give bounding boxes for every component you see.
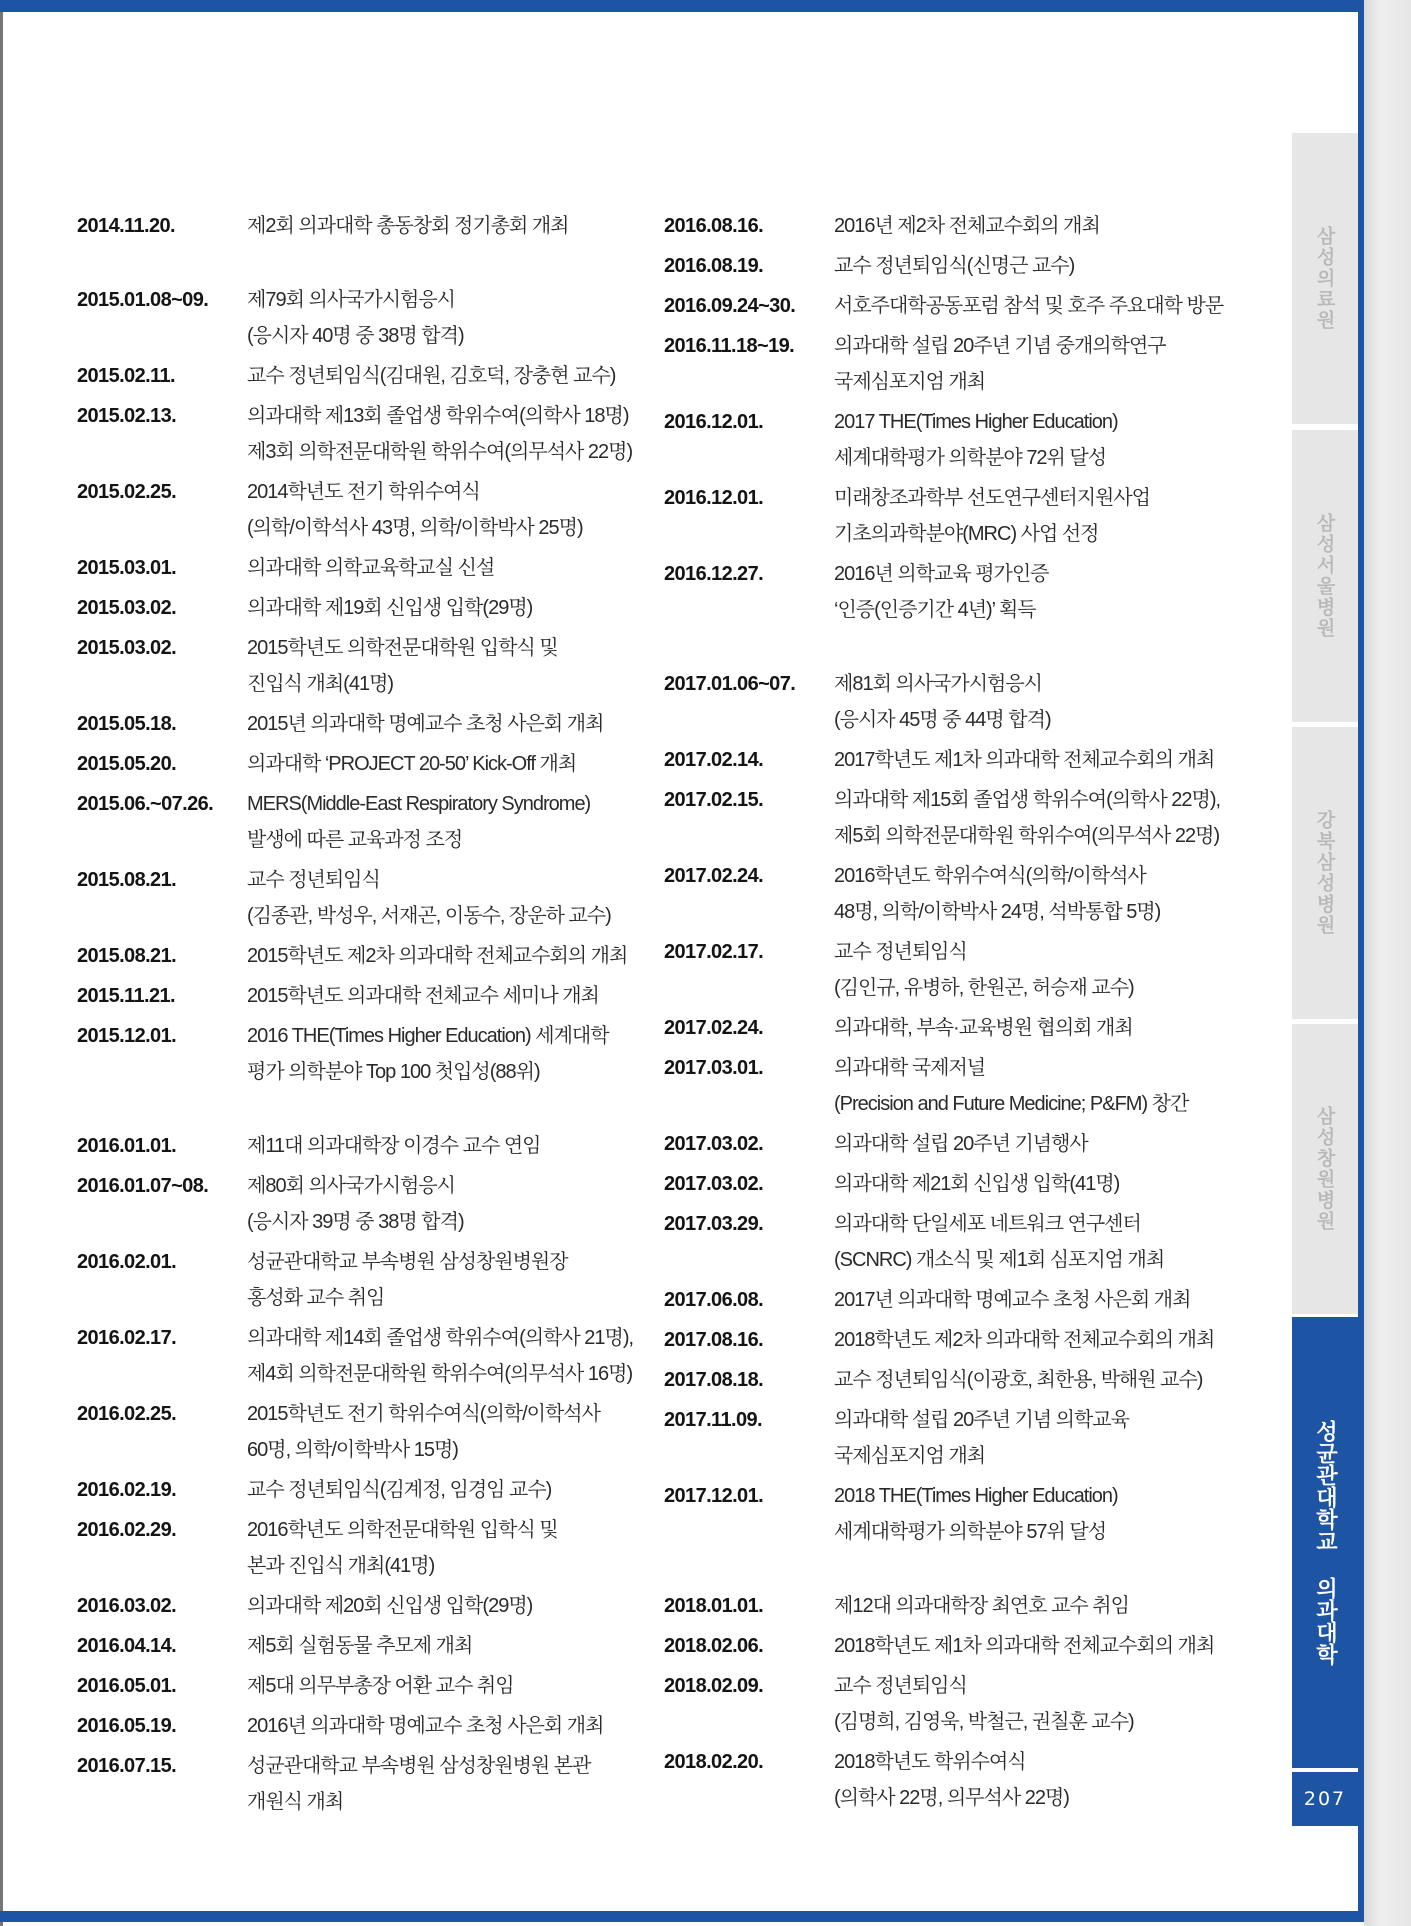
entry-date: 2016.03.02.	[77, 1595, 177, 1617]
description-line: 2018학년도 제2차 의과대학 전체교수회의 개최	[834, 1329, 1215, 1351]
entry-date: 2017.02.17.	[664, 941, 764, 963]
timeline-entry	[664, 288, 1284, 324]
entry-date: 2016.02.19.	[77, 1479, 177, 1501]
timeline-group	[77, 208, 657, 244]
timeline-entry	[77, 1244, 657, 1316]
description-line: (김종관, 박성우, 서재곤, 이동수, 장운하 교수)	[247, 905, 611, 927]
entry-date: 2015.02.13.	[77, 405, 177, 427]
timeline-entry	[77, 398, 657, 470]
entry-description	[247, 938, 657, 974]
description-line: 2015학년도 의과대학 전체교수 세미나 개최	[247, 985, 599, 1007]
entry-description	[834, 1478, 1284, 1550]
entry-date: 2016.02.29.	[77, 1519, 177, 1541]
timeline-entry	[664, 1668, 1284, 1740]
description-line: 세계대학평가 의학분야 72위 달성	[834, 447, 1107, 469]
timeline-entry	[664, 1628, 1284, 1664]
description-line: 2016학년도 학위수여식(의학/이학석사	[834, 865, 1146, 887]
timeline-group	[664, 666, 1284, 1550]
entry-date: 2015.05.18.	[77, 713, 177, 735]
entry-description	[247, 358, 657, 394]
entry-description	[834, 480, 1284, 552]
entry-description	[834, 742, 1284, 778]
description-line: 국제심포지엄 개최	[834, 371, 986, 393]
bottom-border-bar	[0, 1911, 1364, 1922]
description-line: 2015학년도 제2차 의과대학 전체교수회의 개최	[247, 945, 628, 967]
entry-date: 2016.08.16.	[664, 215, 764, 237]
timeline-entry	[664, 1282, 1284, 1318]
entry-description	[834, 1668, 1284, 1740]
entry-date: 2017.12.01.	[664, 1485, 764, 1507]
description-line: 2016학년도 의학전문대학원 입학식 및	[247, 1519, 558, 1541]
description-line: 2015년 의과대학 명예교수 초청 사은회 개최	[247, 713, 604, 735]
entry-date: 2015.08.21.	[77, 945, 177, 967]
entry-description	[834, 404, 1284, 476]
entry-date: 2015.05.20.	[77, 753, 177, 775]
description-line: 제11대 의과대학장 이경수 교수 연임	[247, 1135, 541, 1157]
description-line: (응시자 45명 중 44명 합격)	[834, 709, 1051, 731]
timeline-entry	[664, 1050, 1284, 1122]
description-line: 의과대학 설립 20주년 기념행사	[834, 1133, 1088, 1155]
section-tab-label: 삼성서울병원	[1313, 513, 1336, 639]
timeline-group	[77, 282, 657, 1090]
timeline-entry	[664, 1126, 1284, 1162]
description-line: 의과대학, 부속·교육병원 협의회 개최	[834, 1017, 1133, 1039]
entry-date: 2017.02.24.	[664, 865, 764, 887]
timeline-entry	[664, 858, 1284, 930]
timeline-entry	[664, 1166, 1284, 1202]
timeline-entry	[77, 590, 657, 626]
entry-date: 2017.11.09.	[664, 1409, 762, 1431]
description-line: 기초의과학분야(MRC) 사업 선정	[834, 523, 1099, 545]
description-line: 의과대학 제13회 졸업생 학위수여(의학사 18명)	[247, 405, 629, 427]
timeline-entry	[77, 1748, 657, 1820]
entry-date: 2015.11.21.	[77, 985, 175, 1007]
entry-date: 2016.11.18~19.	[664, 335, 795, 357]
timeline-entry	[664, 1478, 1284, 1550]
entry-description	[834, 328, 1284, 400]
entry-date: 2016.12.01.	[664, 411, 764, 433]
section-tab-samsung-changwon-hospital	[1292, 1024, 1358, 1314]
description-line: 2018학년도 학위수여식	[834, 1751, 1026, 1773]
timeline-entry	[77, 862, 657, 934]
description-line: 2017 THE(Times Higher Education)	[834, 411, 1118, 433]
timeline-entry	[77, 938, 657, 974]
description-line: 교수 정년퇴임식(신명근 교수)	[834, 255, 1075, 277]
description-line: 세계대학평가 의학분야 57위 달성	[834, 1521, 1107, 1543]
entry-date: 2016.01.07~08.	[77, 1175, 209, 1197]
entry-date: 2017.03.02.	[664, 1133, 764, 1155]
entry-description	[834, 1050, 1284, 1122]
entry-date: 2018.01.01.	[664, 1595, 764, 1617]
description-line: 교수 정년퇴임식	[834, 1675, 967, 1697]
entry-description	[834, 1628, 1284, 1664]
entry-description	[247, 1512, 657, 1584]
description-line: 2017년 의과대학 명예교수 초청 사은회 개최	[834, 1289, 1191, 1311]
entry-description	[834, 1322, 1284, 1358]
description-line: 진입식 개최(41명)	[247, 673, 394, 695]
description-line: 2015학년도 전기 학위수여식(의학/이학석사	[247, 1403, 600, 1425]
timeline-entry	[77, 746, 657, 782]
entry-date: 2016.05.19.	[77, 1715, 177, 1737]
description-line: 교수 정년퇴임식	[834, 941, 967, 963]
description-line: (응시자 39명 중 38명 합격)	[247, 1211, 464, 1233]
entry-description	[247, 1128, 657, 1164]
description-line: 제5회 의학전문대학원 학위수여(의무석사 22명)	[834, 825, 1220, 847]
timeline-entry	[664, 208, 1284, 244]
timeline-entry	[664, 1206, 1284, 1278]
timeline-right-column	[664, 208, 1284, 1820]
entry-description	[834, 782, 1284, 854]
description-line: 서호주대학공동포럼 참석 및 호주 주요대학 방문	[834, 295, 1224, 317]
description-line: 의과대학 제14회 졸업생 학위수여(의학사 21명),	[247, 1327, 634, 1349]
entry-date: 2017.02.24.	[664, 1017, 764, 1039]
entry-date: 2015.02.11.	[77, 365, 175, 387]
timeline-entry	[664, 328, 1284, 400]
description-line: 미래창조과학부 선도연구센터지원사업	[834, 487, 1150, 509]
entry-description	[247, 1168, 657, 1240]
section-tab-kangbuk-samsung-hospital	[1292, 727, 1358, 1019]
timeline-entry	[77, 786, 657, 858]
section-tab-label: 삼성의료원	[1313, 226, 1336, 331]
entry-description	[834, 288, 1284, 324]
entry-date: 2017.03.29.	[664, 1213, 764, 1235]
description-line: 2016년 제2차 전체교수회의 개최	[834, 215, 1100, 237]
entry-date: 2016.01.01.	[77, 1135, 177, 1157]
entry-date: 2018.02.09.	[664, 1675, 764, 1697]
timeline-entry	[77, 474, 657, 546]
entry-date: 2017.02.14.	[664, 749, 764, 771]
timeline-entry	[77, 1168, 657, 1240]
timeline-entry	[664, 480, 1284, 552]
timeline-entry	[77, 1396, 657, 1468]
description-line: 의과대학 제21회 신입생 입학(41명)	[834, 1173, 1120, 1195]
description-line: 평가 의학분야 Top 100 첫입성(88위)	[247, 1061, 540, 1083]
timeline-entry	[664, 1744, 1284, 1816]
entry-description	[247, 1472, 657, 1508]
description-line: 의과대학 설립 20주년 기념 중개의학연구	[834, 335, 1166, 357]
entry-date: 2016.12.01.	[664, 487, 764, 509]
description-line: 2014학년도 전기 학위수여식	[247, 481, 480, 503]
description-line: 제2회 의과대학 총동창회 정기총회 개최	[247, 215, 569, 237]
entry-date: 2017.06.08.	[664, 1289, 764, 1311]
entry-date: 2017.02.15.	[664, 789, 764, 811]
description-line: 제12대 의과대학장 최연호 교수 취임	[834, 1595, 1129, 1617]
entry-description	[834, 1744, 1284, 1816]
description-line: 교수 정년퇴임식(김대원, 김호덕, 장충현 교수)	[247, 365, 616, 387]
description-line: 발생에 따른 교육과정 조정	[247, 829, 463, 851]
description-line: 의과대학 제15회 졸업생 학위수여(의학사 22명),	[834, 789, 1221, 811]
section-tab-label: 삼성창원병원	[1313, 1106, 1336, 1232]
entry-date: 2016.12.27.	[664, 563, 764, 585]
entry-description	[834, 208, 1284, 244]
entry-date: 2016.04.14.	[77, 1635, 177, 1657]
entry-date: 2015.03.02.	[77, 637, 177, 659]
entry-date: 2016.02.01.	[77, 1251, 177, 1273]
timeline-entry	[77, 1668, 657, 1704]
timeline-left-column	[77, 208, 657, 1824]
timeline-entry	[77, 1628, 657, 1664]
book-gutter	[1364, 0, 1411, 1926]
entry-description	[247, 1628, 657, 1664]
entry-date: 2016.07.15.	[77, 1755, 177, 1777]
entry-date: 2018.02.06.	[664, 1635, 764, 1657]
description-line: 2016 THE(Times Higher Education) 세계대학	[247, 1025, 609, 1047]
entry-date: 2015.03.02.	[77, 597, 177, 619]
entry-description	[834, 1206, 1284, 1278]
entry-description	[247, 706, 657, 742]
timeline-entry	[77, 630, 657, 702]
entry-date: 2017.01.06~07.	[664, 673, 796, 695]
timeline-entry	[664, 1588, 1284, 1624]
description-line: MERS(Middle-East Respiratory Syndrome)	[247, 793, 591, 815]
entry-description	[834, 1166, 1284, 1202]
timeline-entry	[664, 1362, 1284, 1398]
entry-date: 2015.12.01.	[77, 1025, 177, 1047]
timeline-entry	[77, 550, 657, 586]
entry-description	[247, 786, 657, 858]
description-line: 의과대학 제19회 신입생 입학(29명)	[247, 597, 533, 619]
description-line: 의과대학 단일세포 네트워크 연구센터	[834, 1213, 1141, 1235]
entry-date: 2015.03.01.	[77, 557, 177, 579]
entry-date: 2014.11.20.	[77, 215, 175, 237]
description-line: 의과대학 제20회 신입생 입학(29명)	[247, 1595, 533, 1617]
entry-description	[834, 1126, 1284, 1162]
entry-date: 2016.08.19.	[664, 255, 764, 277]
timeline-entry	[664, 666, 1284, 738]
entry-description	[247, 1320, 657, 1392]
description-line: 48명, 의학/이학박사 24명, 석박통합 5명)	[834, 901, 1161, 923]
entry-description	[247, 1748, 657, 1820]
entry-description	[247, 590, 657, 626]
timeline-entry	[664, 742, 1284, 778]
description-line: 제79회 의사국가시험응시	[247, 289, 456, 311]
description-line: (SCNRC) 개소식 및 제1회 심포지엄 개최	[834, 1249, 1165, 1271]
timeline-entry	[664, 1322, 1284, 1358]
description-line: 제81회 의사국가시험응시	[834, 673, 1043, 695]
entry-date: 2016.02.25.	[77, 1403, 177, 1425]
entry-description	[834, 1282, 1284, 1318]
timeline-entry	[664, 1402, 1284, 1474]
timeline-entry	[77, 282, 657, 354]
section-tab-samsung-seoul-hospital	[1292, 430, 1358, 722]
entry-description	[247, 208, 657, 244]
entry-description	[247, 1708, 657, 1744]
description-line: 교수 정년퇴임식	[247, 869, 380, 891]
right-border-rule	[1358, 0, 1364, 1922]
description-line: 제3회 의학전문대학원 학위수여(의무석사 22명)	[247, 441, 633, 463]
description-line: (응시자 40명 중 38명 합격)	[247, 325, 464, 347]
section-tab-samsung-medical-center	[1292, 133, 1358, 424]
description-line: 제4회 의학전문대학원 학위수여(의무석사 16명)	[247, 1363, 633, 1385]
timeline-group	[77, 1128, 657, 1820]
description-line: 제80회 의사국가시험응시	[247, 1175, 456, 1197]
timeline-entry	[664, 556, 1284, 628]
page-number: 207	[1292, 1772, 1358, 1826]
timeline-group	[664, 208, 1284, 628]
description-line: 교수 정년퇴임식(김계정, 임경임 교수)	[247, 1479, 552, 1501]
description-line: 제5대 의무부총장 어환 교수 취임	[247, 1675, 514, 1697]
entry-description	[834, 1010, 1284, 1046]
description-line: 성균관대학교 부속병원 삼성창원병원 본관	[247, 1755, 591, 1777]
description-line: 의과대학 국제저널	[834, 1057, 986, 1079]
timeline-entry	[77, 1320, 657, 1392]
description-line: 의과대학 의학교육학교실 신설	[247, 557, 495, 579]
entry-date: 2016.09.24~30.	[664, 295, 796, 317]
entry-description	[247, 1588, 657, 1624]
timeline-entry	[664, 248, 1284, 284]
description-line: ‘인증(인증기간 4년)’ 획득	[834, 599, 1036, 621]
entry-description	[247, 550, 657, 586]
entry-description	[247, 474, 657, 546]
entry-description	[247, 1668, 657, 1704]
timeline-entry	[77, 1128, 657, 1164]
entry-description	[834, 1588, 1284, 1624]
entry-description	[834, 248, 1284, 284]
description-line: 2015학년도 의학전문대학원 입학식 및	[247, 637, 558, 659]
description-line: 60명, 의학/이학박사 15명)	[247, 1439, 458, 1461]
timeline-entry	[77, 1018, 657, 1090]
description-line: 의과대학 ‘PROJECT 20-50’ Kick-Off 개최	[247, 753, 577, 775]
timeline-group	[664, 1588, 1284, 1816]
entry-date: 2016.05.01.	[77, 1675, 177, 1697]
entry-description	[247, 1018, 657, 1090]
entry-date: 2017.08.16.	[664, 1329, 764, 1351]
entry-description	[247, 1396, 657, 1468]
description-line: (Precision and Future Medicine; P&FM) 창간	[834, 1093, 1189, 1115]
entry-description	[247, 1244, 657, 1316]
entry-date: 2017.03.01.	[664, 1057, 764, 1079]
entry-date: 2017.08.18.	[664, 1369, 764, 1391]
timeline-entry	[77, 1588, 657, 1624]
description-line: 2016년 의학교육 평가인증	[834, 563, 1049, 585]
description-line: 2018 THE(Times Higher Education)	[834, 1485, 1118, 1507]
description-line: (의학/이학석사 43명, 의학/이학박사 25명)	[247, 517, 583, 539]
description-line: 2017학년도 제1차 의과대학 전체교수회의 개최	[834, 749, 1215, 771]
timeline-entry	[664, 1010, 1284, 1046]
description-line: 국제심포지엄 개최	[834, 1445, 986, 1467]
timeline-entry	[77, 978, 657, 1014]
description-line: 2018학년도 제1차 의과대학 전체교수회의 개최	[834, 1635, 1215, 1657]
timeline-entry	[77, 706, 657, 742]
timeline-entry	[77, 358, 657, 394]
description-line: 홍성화 교수 취임	[247, 1287, 385, 1309]
entry-date: 2017.03.02.	[664, 1173, 764, 1195]
description-line: 성균관대학교 부속병원 삼성창원병원장	[247, 1251, 568, 1273]
left-page-edge	[0, 0, 3, 1926]
timeline-entry	[664, 404, 1284, 476]
entry-date: 2015.01.08~09.	[77, 289, 209, 311]
entry-date: 2018.02.20.	[664, 1751, 764, 1773]
timeline-entry	[77, 1472, 657, 1508]
description-line: 2016년 의과대학 명예교수 초청 사은회 개최	[247, 1715, 604, 1737]
section-tab-label: 성균관대학교 의과대학	[1312, 1420, 1338, 1665]
top-border-bar	[0, 0, 1364, 12]
timeline-entry	[77, 1708, 657, 1744]
entry-description	[247, 398, 657, 470]
entry-description	[834, 666, 1284, 738]
entry-description	[834, 934, 1284, 1006]
description-line: 의과대학 설립 20주년 기념 의학교육	[834, 1409, 1129, 1431]
entry-description	[247, 978, 657, 1014]
entry-description	[834, 1402, 1284, 1474]
description-line: 개원식 개최	[247, 1791, 344, 1813]
entry-description	[834, 556, 1284, 628]
entry-description	[247, 862, 657, 934]
timeline-entry	[77, 208, 657, 244]
description-line: 교수 정년퇴임식(이광호, 최한용, 박해원 교수)	[834, 1369, 1203, 1391]
timeline-entry	[664, 934, 1284, 1006]
entry-date: 2015.06.~07.26.	[77, 793, 214, 815]
entry-description	[834, 858, 1284, 930]
timeline-entry	[77, 1512, 657, 1584]
entry-date: 2015.08.21.	[77, 869, 177, 891]
entry-date: 2016.02.17.	[77, 1327, 177, 1349]
description-line: (김인규, 유병하, 한원곤, 허승재 교수)	[834, 977, 1134, 999]
description-line: (김명희, 김영욱, 박철근, 권칠훈 교수)	[834, 1711, 1134, 1733]
entry-description	[834, 1362, 1284, 1398]
entry-date: 2015.02.25.	[77, 481, 177, 503]
timeline-entry	[664, 782, 1284, 854]
description-line: 제5회 실험동물 추모제 개최	[247, 1635, 473, 1657]
entry-description	[247, 630, 657, 702]
description-line: (의학사 22명, 의무석사 22명)	[834, 1787, 1069, 1809]
section-tab-skku-medicine-active	[1292, 1317, 1358, 1768]
entry-description	[247, 746, 657, 782]
entry-description	[247, 282, 657, 354]
section-tab-label: 강북삼성병원	[1313, 810, 1336, 936]
description-line: 본과 진입식 개최(41명)	[247, 1555, 435, 1577]
